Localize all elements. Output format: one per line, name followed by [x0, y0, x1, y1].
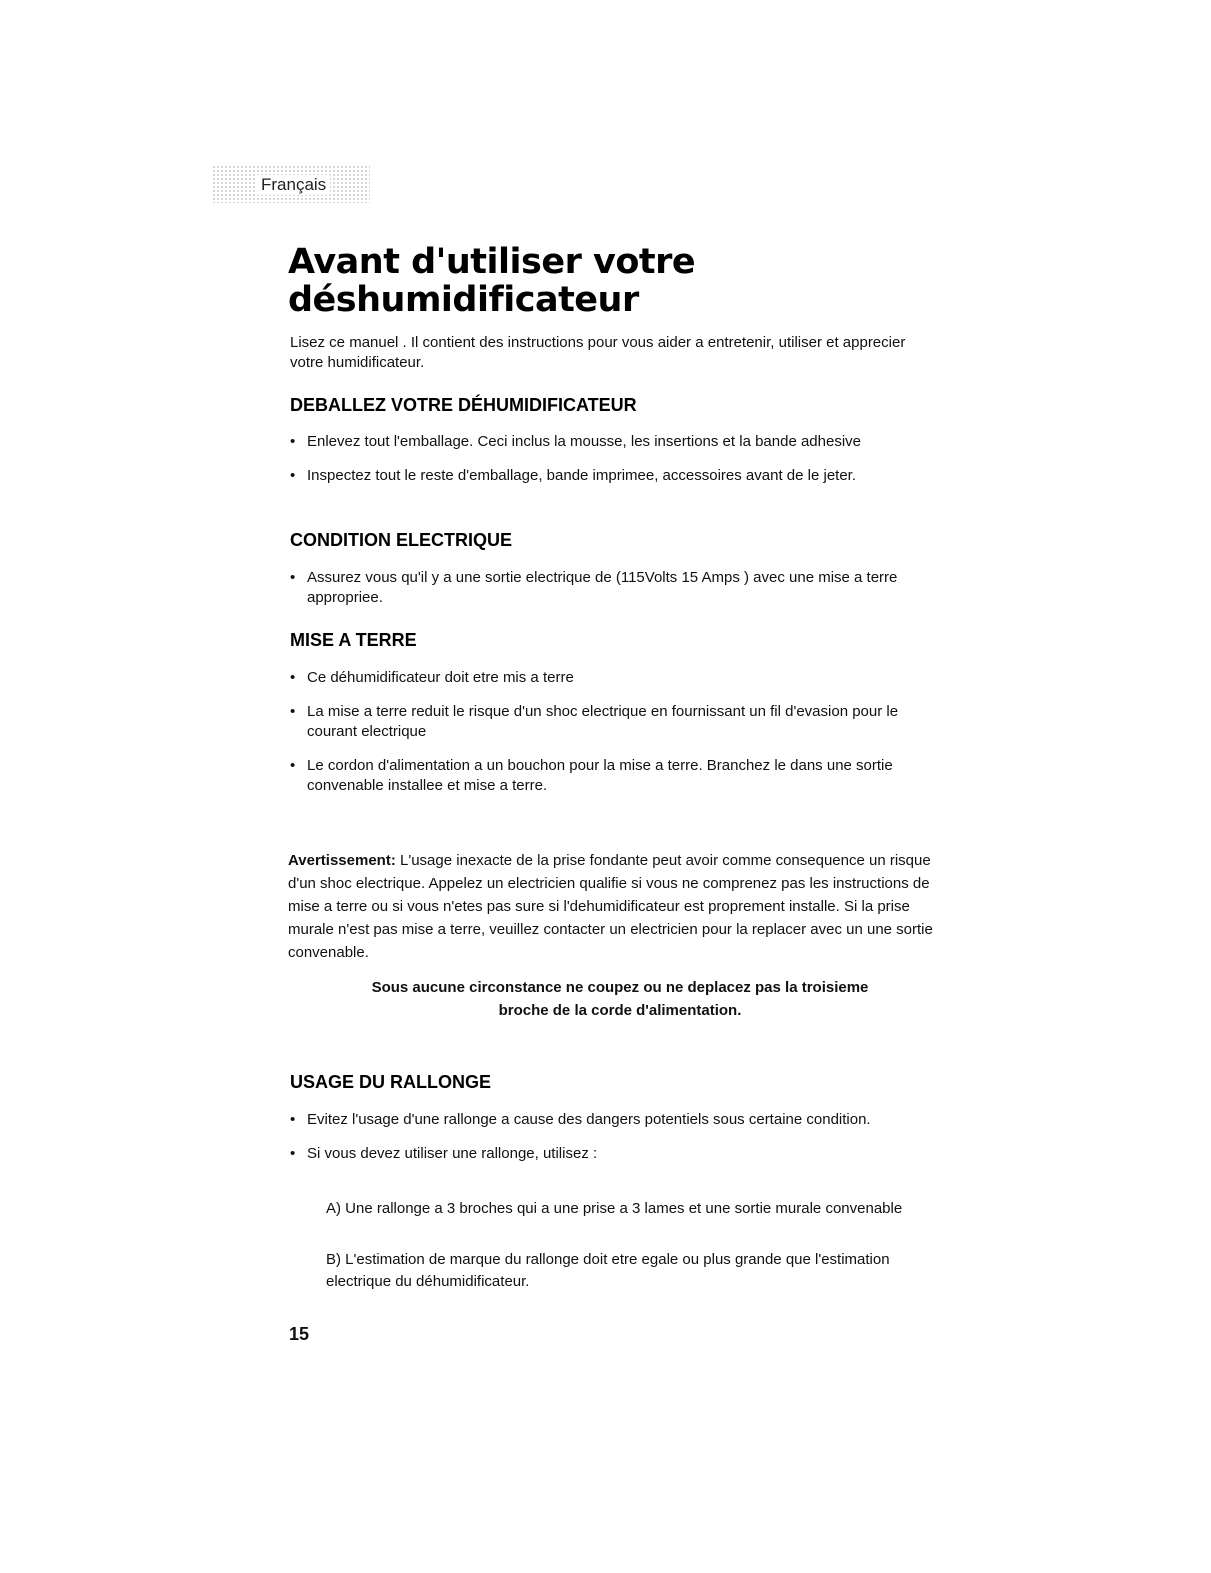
list-item: • Inspectez tout le reste d'emballage, bande imprimee, accessoires avant de le jeter. — [290, 466, 950, 486]
grounding-heading: MISE A TERRE — [290, 630, 417, 650]
language-tab-label: Français — [257, 175, 330, 195]
list-item: • Assurez vous qu'il y a une sortie electrique de (115Volts 15 Amps ) avec une mise a terre appropriee. — [290, 568, 950, 608]
list-item: • Le cordon d'alimentation a un bouchon pour la mise a terre. Branchez le dans une sortie convenable installee et mise a terre. — [290, 756, 950, 796]
unpack-heading: DEBALLEZ VOTRE DÉHUMIDIFICATEUR — [290, 395, 637, 415]
page-title-line-1: Avant d'utiliser votre — [288, 242, 696, 282]
extension-heading: USAGE DU RALLONGE — [290, 1072, 492, 1092]
electrical-list — [290, 568, 950, 622]
extension-list — [290, 1110, 950, 1178]
unpack-list — [290, 432, 950, 500]
grounding-list — [290, 668, 950, 810]
warning-text: L'usage inexacte de la prise fondante peut avoir comme consequence un risque d'un shoc electrique. Appelez un electricien qualifie si vous ne comprenez pas les instructions de mise a terre ou si vous n'etes pas sure si l'dehumidificateur est proprement installe. Si la prise murale n'est pas mise a terre, veuillez contacter un electricien pour la replacer avec un une sortie convenable. — [288, 852, 933, 961]
page-title-line-2: déshumidificateur — [288, 280, 639, 320]
intro-paragraph: Lisez ce manuel . Il contient des instructions pour vous aider a entretenir, utiliser et apprecier votre humidificateur. — [290, 334, 906, 371]
list-item: • Evitez l'usage d'une rallonge a cause des dangers potentiels sous certaine condition. — [290, 1110, 950, 1130]
warning-paragraph — [288, 849, 938, 964]
list-item: • Ce déhumidificateur doit etre mis a terre — [290, 668, 950, 688]
list-item: • Si vous devez utiliser une rallonge, utilisez : — [290, 1144, 950, 1164]
warning-label: Avertissement: — [288, 852, 396, 869]
extension-sub-item-b: B) L'estimation de marque du rallonge doit etre egale ou plus grande que l'estimation electrique du déhumidificateur. — [326, 1251, 890, 1290]
list-item: • La mise a terre reduit le risque d'un shoc electrique en fournissant un fil d'evasion pour le courant electrique — [290, 702, 950, 742]
list-item: • Enlevez tout l'emballage. Ceci inclus la mousse, les insertions et la bande adhesive — [290, 432, 950, 452]
extension-sub-item-a: A) Une rallonge a 3 broches qui a une prise a 3 lames et une sortie murale convenable — [326, 1200, 903, 1217]
electrical-heading: CONDITION ELECTRIQUE — [290, 530, 513, 550]
caution-note: Sous aucune circonstance ne coupez ou ne deplacez pas la troisieme broche de la corde d'alimentation. — [371, 979, 869, 1019]
page-number: 15 — [289, 1324, 310, 1344]
page-title — [288, 243, 695, 319]
language-tab — [212, 165, 370, 203]
